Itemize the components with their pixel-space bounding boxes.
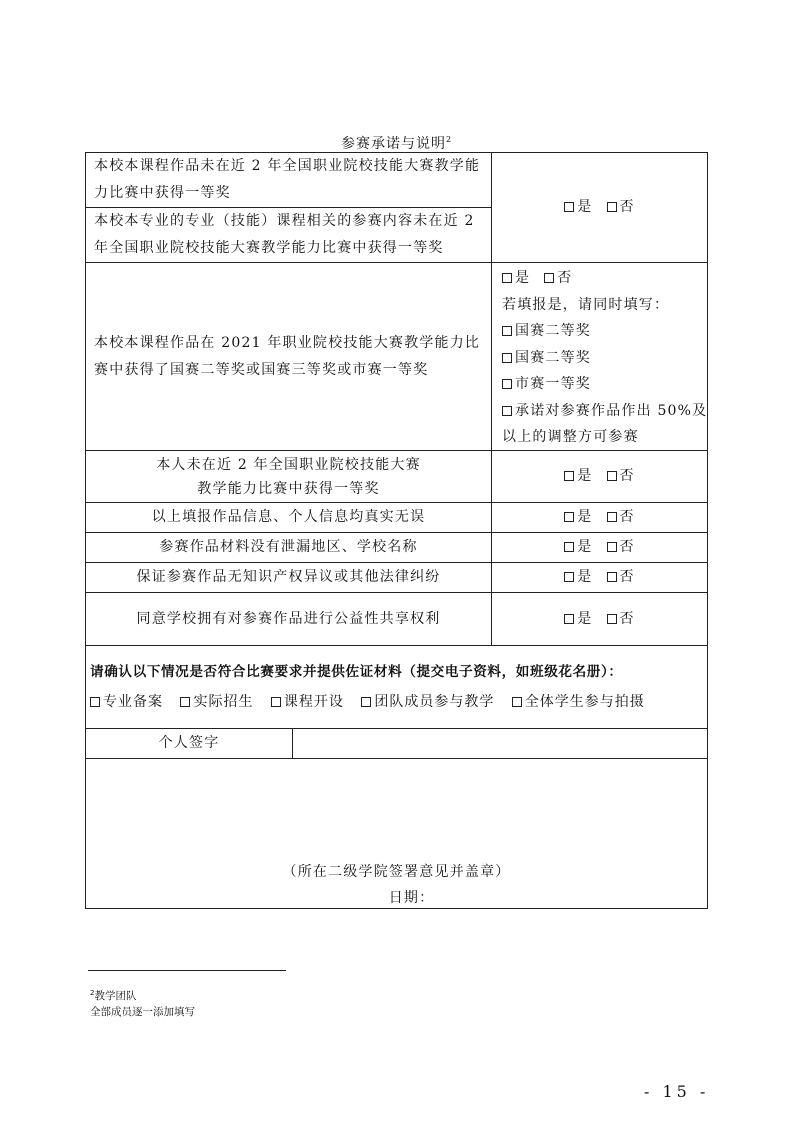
- yes-no-choice: 是 否: [492, 451, 707, 502]
- confirm-options: 专业备案 实际招生 课程开设 团队成员参与教学 全体学生参与拍摄: [86, 689, 707, 716]
- yes-no-choice: 是 否: [492, 593, 707, 645]
- yes-no-choice: 是 否: [492, 153, 707, 262]
- statement-info-true: 以上填报作品信息、个人信息均真实无误: [151, 509, 426, 525]
- statement-personal-not-won: 本人未在近 2 年全国职业院校技能大赛 教学能力比赛中获得一等奖: [156, 456, 421, 497]
- option-checkbox[interactable]: [512, 697, 522, 707]
- yes-checkbox[interactable]: [564, 572, 574, 582]
- no-checkbox[interactable]: [607, 471, 617, 481]
- commit-text: 以上的调整方可参赛: [502, 429, 639, 445]
- option-checkbox[interactable]: [90, 697, 100, 707]
- option-checkbox[interactable]: [271, 697, 281, 707]
- option-checkbox[interactable]: [180, 697, 190, 707]
- college-approval-area[interactable]: [86, 759, 707, 908]
- date-label: 日期：: [388, 890, 435, 906]
- footnote: $^2$教学团队 全部成员逐一添加填写: [90, 989, 195, 1018]
- no-checkbox[interactable]: [544, 273, 554, 283]
- statement-no-ip-dispute: 保证参赛作品无知识产权异议或其他法律纠纷: [136, 569, 441, 585]
- yes-checkbox[interactable]: [564, 614, 574, 624]
- yes-checkbox[interactable]: [564, 202, 574, 212]
- instruction-text: 若填报是，请同时填写：: [502, 296, 670, 313]
- yes-no-choice: 是 否: [492, 533, 707, 562]
- no-checkbox[interactable]: [607, 512, 617, 522]
- award-detail-block: 是 否 若填报是，请同时填写： 国赛二等奖 国赛二等奖 市赛一等奖 承诺对参赛作品作出 50%及 以上的调整方可参赛: [492, 263, 707, 450]
- page-title: 参赛承诺与说明$^2$: [340, 135, 453, 152]
- page-number: - 15 -: [644, 1082, 710, 1101]
- signature-field[interactable]: [293, 729, 707, 758]
- no-checkbox[interactable]: [607, 614, 617, 624]
- statement-2021-award: 本校本课程作品在 2021 年职业院校技能大赛教学能力比赛中获得了国赛二等奖或国赛三等奖或市赛一等奖: [94, 334, 481, 378]
- signature-label: 个人签字: [158, 735, 220, 751]
- yes-no-choice: 是 否: [492, 563, 707, 592]
- award-option-checkbox[interactable]: [502, 326, 512, 336]
- statement-course-not-won: 本校本课程作品未在近 2 年全国职业院校技能大赛教学能力比赛中获得一等奖: [94, 158, 481, 201]
- statement-major-not-won: 本校本专业的专业（技能）课程相关的参赛内容未在近 2 年全国职业院校技能大赛教学能力比赛中获得一等奖: [94, 213, 475, 256]
- yes-checkbox[interactable]: [502, 273, 512, 283]
- award-option-checkbox[interactable]: [502, 379, 512, 389]
- footnote-rule: [88, 970, 286, 971]
- confirm-heading: 请确认以下情况是否符合比赛要求并提供佐证材料（提交电子资料，如班级花名册）：: [90, 664, 623, 680]
- college-note: （所在二级学院签署意见并盖章）: [282, 864, 511, 880]
- no-checkbox[interactable]: [607, 542, 617, 552]
- option-checkbox[interactable]: [361, 697, 371, 707]
- statement-no-leak: 参赛作品材料没有泄漏地区、学校名称: [159, 539, 418, 555]
- award-option-checkbox[interactable]: [502, 353, 512, 363]
- yes-checkbox[interactable]: [564, 542, 574, 552]
- no-checkbox[interactable]: [607, 202, 617, 212]
- yes-no-choice: 是 否: [492, 503, 707, 532]
- no-checkbox[interactable]: [607, 572, 617, 582]
- statement-share-rights: 同意学校拥有对参赛作品进行公益性共享权利: [136, 610, 441, 627]
- yes-checkbox[interactable]: [564, 471, 574, 481]
- yes-checkbox[interactable]: [564, 512, 574, 522]
- commit-checkbox[interactable]: [502, 406, 512, 416]
